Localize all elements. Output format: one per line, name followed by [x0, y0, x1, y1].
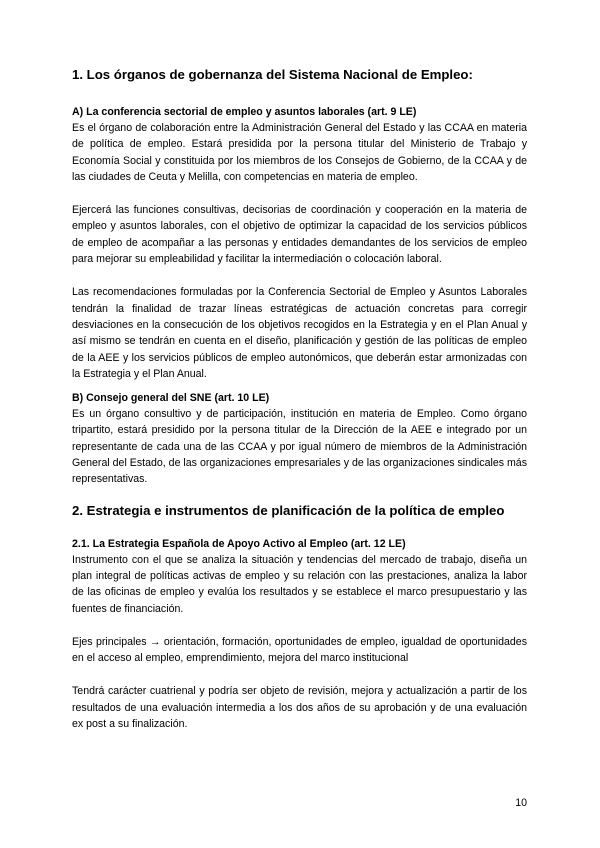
section-1-title: 1. Los órganos de gobernanza del Sistema Nacional de Empleo: [72, 67, 473, 82]
subsection-b-paragraph: Es un órgano consultivo y de participación, institución en materia de Empleo. Como órgano tripartito, estará presidido por la persona titular de la Dirección de la AEE e integrado por un representante de cada una de las CCAA y por igual número de miembros de la Administración General del Estado, de las organizaciones empresariales y de las organizaciones sindicales más representativas. [72, 408, 527, 486]
subsection-a-paragraph-3: Las recomendaciones formuladas por la Conferencia Sectorial de Empleo y Asuntos Laborales tendrán la finalidad de trazar líneas estratégicas de actuación concretas para corregir desviaciones en la consecución de los objetivos recogidos en la Estrategia y en el Plan Anual y así mismo se tendrán en cuenta en el diseño, planificación y gestión de las políticas de empleo de la AEE y los servicios públicos de empleo autonómicos, que deberán estar armonizadas con la Estrategia y el Plan Anual. [72, 286, 527, 380]
subsection-2-1-paragraph-2: Ejes principales → orientación, formación, oportunidades de empleo, igualdad de oportunidades en el acceso al empleo, emprendimiento, mejora del marco institucional [72, 635, 527, 665]
subsection-b-heading: B) Consejo general del SNE (art. 10 LE) [72, 392, 270, 405]
page-number: 10 [515, 797, 527, 809]
subsection-a-paragraph-1: Es el órgano de colaboración entre la Administración General del Estado y las CCAA en materia de política de empleo. Estará presidida por la persona titular del Ministerio de Trabajo y Economía Social y constituida por los miembros de los Consejos de Gobierno, de la CCAA y de las ciudades de Ceuta y Melilla, con competencias en materia de empleo. [72, 122, 527, 183]
section-2-title: 2. Estrategia e instrumentos de planificación de la política de empleo [72, 502, 505, 518]
subsection-a-paragraph-2: Ejercerá las funciones consultivas, decisorias de coordinación y cooperación en la materia de empleo y asuntos laborales, con el objetivo de optimizar la capacidad de los servicios públicos de empleo de acompañar a las personas y entidades demandantes de los servicios de empleo para mejorar su empleabilidad y facilitar la intermediación o colocación laboral. [72, 204, 527, 266]
subsection-2-1-paragraph-3: Tendrá carácter cuatrienal y podría ser objeto de revisión, mejora y actualización a partir de los resultados de una evaluación intermedia a los dos años de su aprobación y de una evaluación ex post a su finalización. [72, 685, 527, 731]
subsection-a-heading: A) La conferencia sectorial de empleo y asuntos laborales (art. 9 LE) [72, 106, 417, 118]
document-page [72, 66, 527, 732]
subsection-2-1-heading: 2.1. La Estrategia Española de Apoyo Activo al Empleo (art. 12 LE) [72, 537, 406, 550]
subsection-2-1-paragraph-1: Instrumento con el que se analiza la situación y tendencias del mercado de trabajo, diseña un plan integral de políticas activas de empleo y su relación con las prestaciones, analiza la labor de las oficinas de empleo y evalúa los resultados y se establece el marco presupuestario y las fuentes de financiación. [72, 553, 527, 615]
